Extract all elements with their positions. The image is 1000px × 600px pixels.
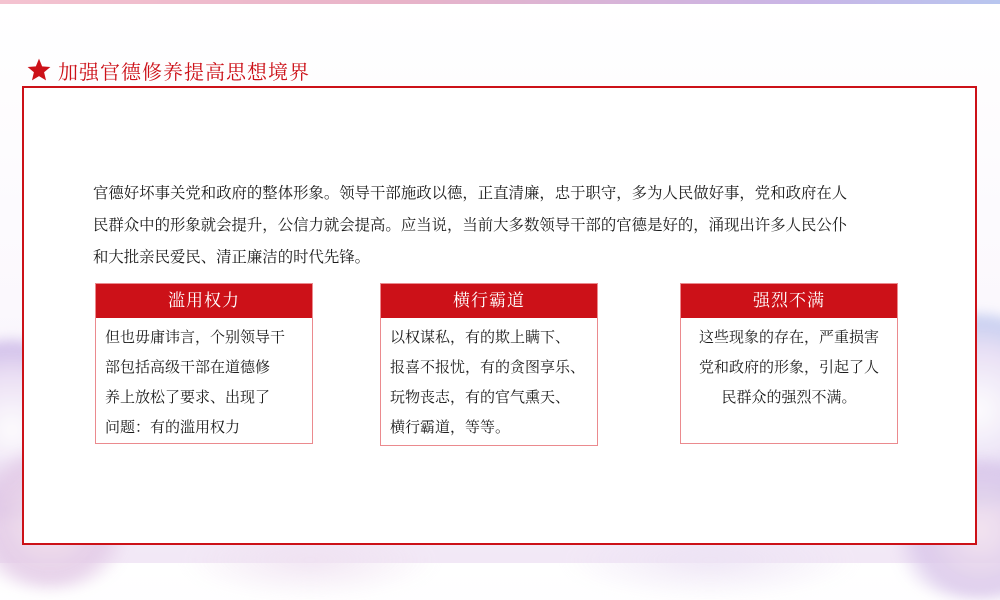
card-title: 强烈不满: [681, 284, 897, 318]
card-body: 以权谋私，有的欺上瞒下、 报喜不报忧，有的贪图享乐、 玩物丧志，有的官气熏天、 横行霸道，等等。: [390, 328, 586, 436]
card-domineering: [380, 283, 598, 446]
card-title: 横行霸道: [381, 284, 597, 318]
card-title: 滥用权力: [96, 284, 312, 318]
card-abuse-of-power: [95, 283, 313, 444]
card-body: 这些现象的存在，严重损害 党和政府的形象，引起了人 民群众的强烈不满。: [698, 328, 879, 406]
top-decor-line: [0, 0, 1000, 4]
star-icon: [26, 57, 52, 83]
card-body: 但也毋庸讳言，个别领导干 部包括高级干部在道德修 养上放松了要求、出现了 问题：有的滥用权力: [105, 328, 286, 436]
card-strong-dissatisfaction: [680, 283, 898, 444]
slide-header: [26, 54, 310, 86]
slide-title: 加强官德修养提高思想境界: [58, 59, 310, 84]
intro-paragraph: 官德好坏事关党和政府的整体形象。领导干部施政以德，正直清廉，忠于职守，多为人民做好事，党和政府在人 民群众中的形象就会提升，公信力就会提高。应当说，当前大多数领导干部的官德是好的，涌现出许多人民公仆 和大批亲民爱民、清正廉洁的时代先锋。: [93, 184, 848, 266]
